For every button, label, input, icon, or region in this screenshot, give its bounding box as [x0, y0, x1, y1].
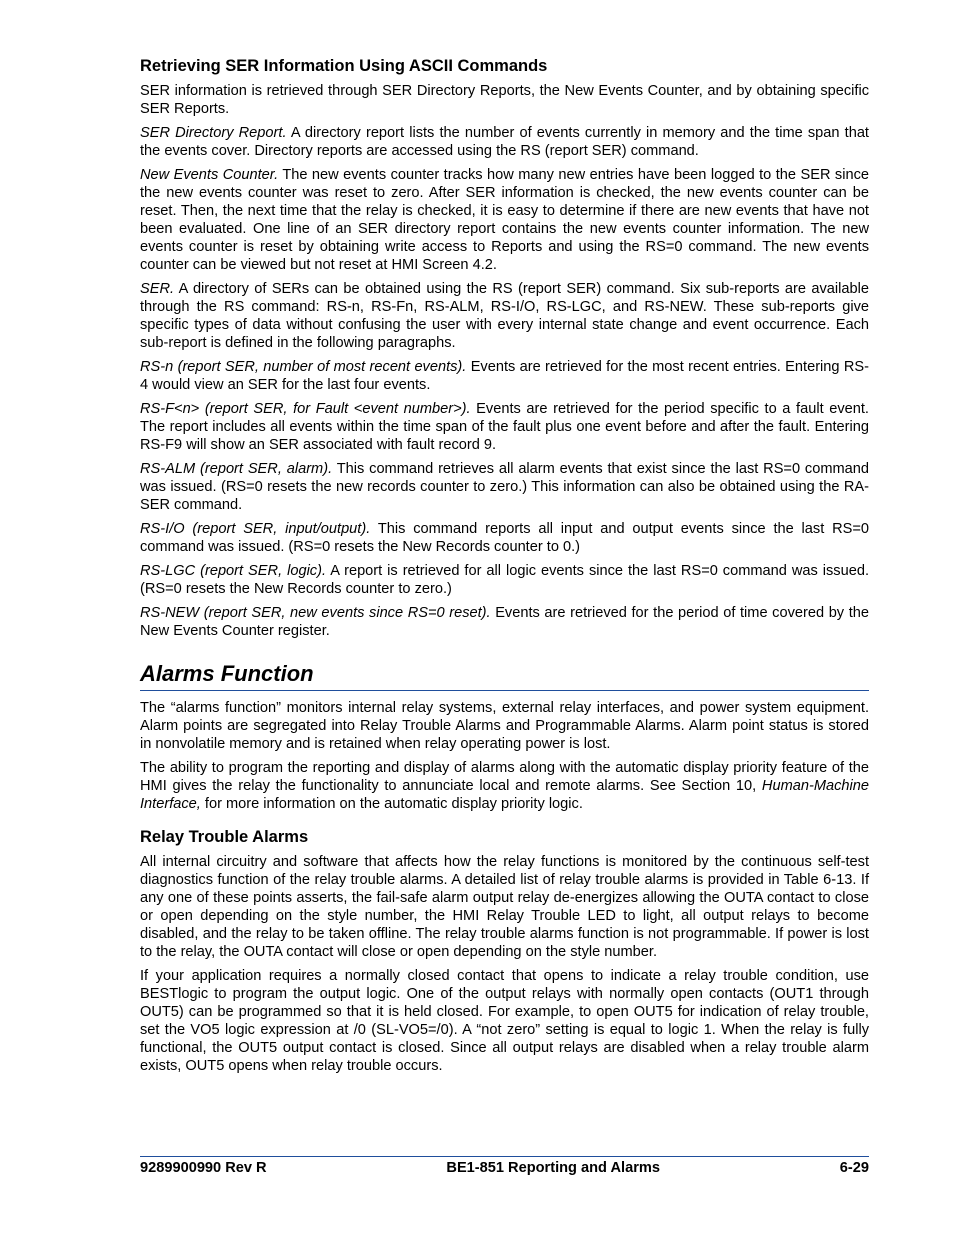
- trouble-paragraph-2: If your application requires a normally closed contact that opens to indicate a relay trouble condition, use BESTlogic to program the output logic. One of the output relays with normally open contacts (OUT1 through OUT5) can be programmed so that it is held closed. For example, to open OUT5 for indication of relay trouble, set the VO5 logic expression at /0 (SL-VO5=/0). A “not zero” setting is equal to logic 1. When the relay is fully functional, the OUT5 output contact is closed. Since all output relays are disabled when a relay trouble alarm exists, OUT5 opens when relay trouble occurs.: [140, 968, 869, 1074]
- ser-heading: Retrieving SER Information Using ASCII Commands: [140, 57, 548, 75]
- trouble-paragraph-1: All internal circuitry and software that affects how the relay functions is monitored by the continuous self-test diagnostics function of the relay trouble alarms. A detailed list of relay trouble alarms is provided in Table 6-13. If any one of these points asserts, the fail-safe alarm output relay de-energizes allowing the OUTA contact to close or open depending on the style number, the HMI Relay Trouble LED to light, all output relays to become disabled, and the relay to be taken offline. The relay trouble alarms function is not programmable. If power is lost to the relay, the OUTA contact will close or open depending on the style number.: [140, 854, 869, 960]
- page-footer: [140, 1156, 869, 1176]
- item-rs-lgc: RS-LGC (report SER, logic). A report is retrieved for all logic events since the last RS=0 command was issued. (RS=0 resets the New Records counter to zero.): [140, 563, 870, 597]
- item-rs-io: RS-I/O (report SER, input/output). This command reports all input and output events since the last RS=0 command was issued. (RS=0 resets the New Records counter to 0.): [140, 521, 869, 555]
- footer-doc-number: 9289900990 Rev R: [140, 1160, 267, 1176]
- item-rs-new: RS-NEW (report SER, new events since RS=0 reset). Events are retrieved for the period of time covered by the New Events Counter register.: [140, 605, 869, 639]
- ser-intro: SER information is retrieved through SER Directory Reports, the New Events Counter, and by obtaining specific SER Reports.: [140, 83, 869, 117]
- item-ser-directory-report: SER Directory Report. A directory report lists the number of events currently in memory and the time span that the events cover. Directory reports are accessed using the RS (report SER) command.: [140, 125, 869, 159]
- page-content: [140, 56, 869, 1081]
- item-new-events-counter: New Events Counter. The new events counter tracks how many new entries have been logged to the SER since the new events counter was reset to zero. After SER information is checked, the new events counter can be reset. Then, the next time that the relay is checked, it is easy to determine if there are new events that have not been evaluated. One line of an SER directory report contains the new events counter information. The new events counter is reset by obtaining write access to Reports and using the RS=0 command. The new events counter can be viewed but not reset at HMI Screen 4.2.: [140, 167, 869, 273]
- footer-page-number: 6-29: [839, 1160, 869, 1176]
- trouble-heading: Relay Trouble Alarms: [140, 828, 309, 846]
- alarms-paragraph-2: The ability to program the reporting and display of alarms along with the automatic display priority feature of the HMI gives the relay the functionality to annunciate local and remote alarms. See Section 10, Human-Machine Interface, for more information on the automatic display priority logic.: [140, 760, 869, 812]
- alarms-paragraph-1: The “alarms function” monitors internal relay systems, external relay interfaces, and power system equipment. Alarm points are segregated into Relay Trouble Alarms and Programmable Alarms. Alarm point status is stored in nonvolatile memory and is retained when relay operating power is lost.: [140, 700, 869, 752]
- item-rs-f: RS-F<n> (report SER, for Fault <event number>). Events are retrieved for the period specific to a fault event. The report includes all events within the time span of the fault plus one event before and after the fault. Entering RS-F9 will show an SER associated with fault record 9.: [140, 401, 869, 453]
- item-ser: SER. A directory of SERs can be obtained using the RS (report SER) command. Six sub-reports are available through the RS command: RS-n, RS-Fn, RS-ALM, RS-I/O, RS-LGC, and RS-NEW. These sub-reports give specific types of data without confusing the user with every internal state change and event occurrence. Each sub-report is defined in the following paragraphs.: [140, 281, 869, 351]
- item-rs-alm: RS-ALM (report SER, alarm). This command retrieves all alarm events that exist since the last RS=0 command was issued. (RS=0 resets the new records counter to zero.) This information can also be obtained using the RA-SER command.: [140, 461, 869, 513]
- alarms-heading: Alarms Function: [140, 660, 869, 691]
- footer-doc-title: BE1-851 Reporting and Alarms: [446, 1160, 660, 1176]
- item-rs-n: RS-n (report SER, number of most recent events). Events are retrieved for the most recent entries. Entering RS-4 would view an SER for the last four events.: [140, 359, 869, 393]
